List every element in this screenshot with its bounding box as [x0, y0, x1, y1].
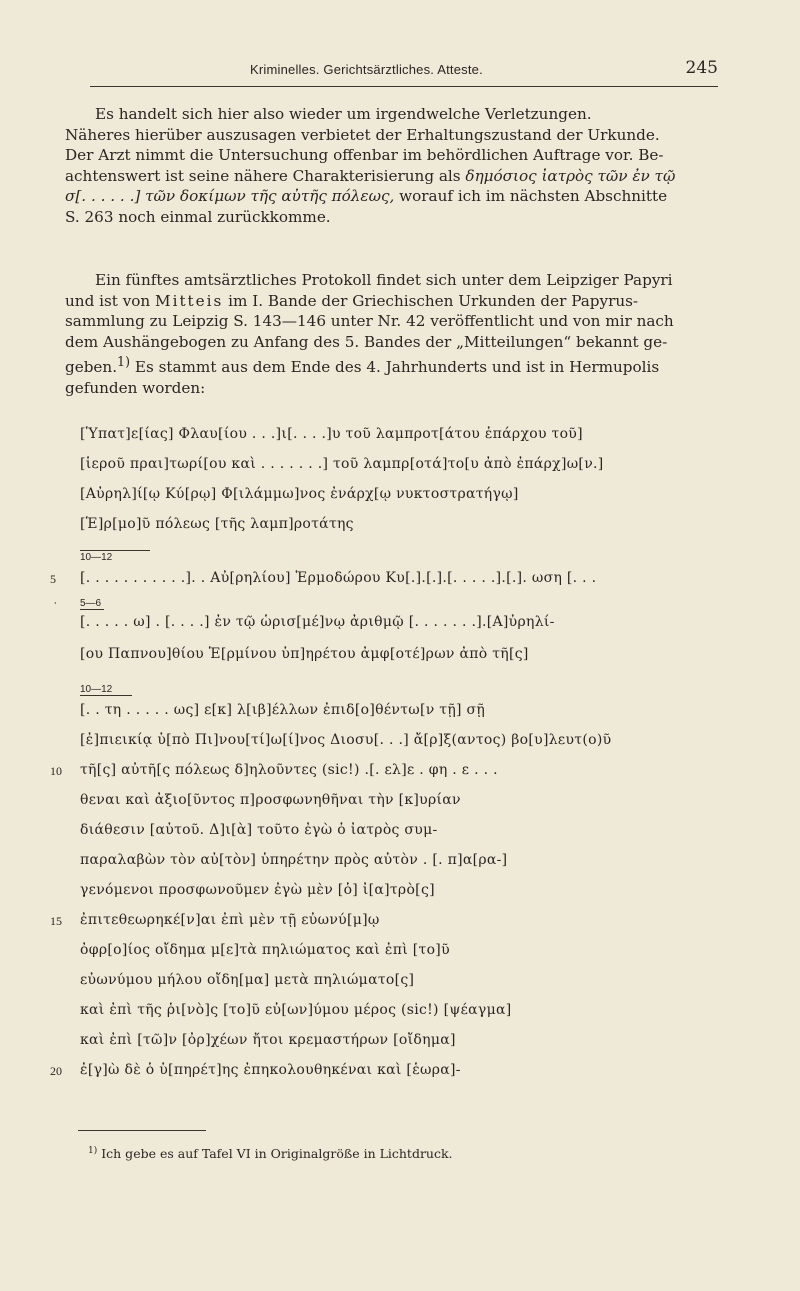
text-run: Es stammt aus dem Ende des 4. Jahrhunderts und ist in Hermupolis: [130, 358, 660, 377]
text-line: Näheres hierüber auszusagen verbietet der Erhaltungszustand der Urkunde.: [65, 125, 660, 144]
text-run: und ist von: [65, 291, 156, 310]
doc-line: 20 ἐ[γ]ὼ δὲ ὁ ὑ[πηρέτ]ης ἐπηκολουθηκέναι καὶ [ἑωρα]-: [50, 1062, 461, 1078]
doc-line: [. . τη . . . . . ως] ε[κ] λ[ιβ]έλλων ἐπιδ[ο]θέντω[ν τῇ] σῇ: [80, 702, 486, 718]
doc-line: γενόμενοι προσφωνοῦμεν ἐγὼ μὲν [ὁ] ἰ[α]τρὸ[ς]: [80, 882, 435, 898]
doc-line: καὶ ἐπὶ τῆς ῥι[νὸ]ς [το]ῦ εὐ[ων]ύμου μέρος (sic!) [ψέαγμα]: [80, 1002, 512, 1018]
footnote-mark: 1): [88, 1146, 98, 1156]
doc-line: εὐωνύμου μήλου οἴδη[μα] μετὰ πηλιώματο[ς]: [80, 972, 415, 988]
doc-line: 5 [. . . . . . . . . . .]. . Αὐ[ρηλίου] Ἑρμοδώρου Κυ[.].[.].[. . . . .].[.]. ωση [. . .: [50, 570, 597, 586]
text-line: Es handelt sich hier also wieder um irgendwelche Verletzungen.: [95, 105, 592, 123]
line-range-marker: 10—12: [80, 684, 132, 696]
text-line: sammlung zu Leipzig S. 143—146 unter Nr. 42 veröffentlicht und von mir nach: [65, 312, 674, 331]
doc-line: διάθεσιν [αὐτοῦ. Δ]ι[ὰ] τοῦτο ἐγὼ ὁ ἰατρὸς συμ-: [80, 822, 438, 838]
text-line: [65, 352, 717, 378]
text-line: Der Arzt nimmt die Untersuchung offenbar im behördlichen Auftrage vor. Be-: [65, 146, 664, 165]
doc-line: θεναι καὶ ἀξιο[ῦντος π]ροσφωνηθῆναι τὴν [κ]υρίαν: [80, 792, 461, 808]
page-number: 245: [685, 58, 718, 78]
author-name: Mitteis: [155, 291, 224, 310]
text-run: im I. Bande der Griechischen Urkunden der Papyrus-: [223, 291, 639, 310]
text-line: Ein fünftes amtsärztliches Protokoll findet sich unter dem Leipziger Papyri: [95, 271, 673, 289]
paragraph-1: [65, 104, 717, 228]
doc-line: ὀφρ[ο]ίος οἴδημα μ[ε]τὰ πηλιώματος καὶ ἐπὶ [το]ῦ: [80, 942, 450, 958]
doc-line: [Ἑ]ρ[μο]ῦ πόλεως [τῆς λαμπ]ροτάτης: [80, 516, 354, 532]
line-range-marker: 10—12: [80, 550, 150, 563]
text-run: achtenswert ist seine nähere Charakterisierung als: [65, 166, 466, 185]
text-line: [65, 166, 717, 187]
margin-tick-icon: ⸳: [54, 597, 57, 608]
doc-line: [ου Παπνου]θίου Ἑ[ρμίνου ὑπ]ηρέτου ἀμφ[οτέ]ρων ἀπὸ τῆ[ς]: [80, 646, 529, 662]
doc-line: [Αὐρηλ]ί[ῳ Κύ[ρῳ] Φ[ιλάμμω]νος ἐνάρχ[ῳ νυκτοστρατήγῳ]: [80, 486, 519, 502]
footnote-rule: [78, 1130, 206, 1131]
doc-line: 15 ἐπιτεθεωρηκέ[ν]αι ἐπὶ μὲν τῇ εὐωνύ[μ]ῳ: [50, 912, 380, 928]
greek-phrase: δημόσιος ἰατρὸς τῶν ἐν τῷ: [465, 166, 676, 185]
paragraph-2: [65, 270, 717, 399]
doc-line: 10 τῆ[ς] αὐτῆ[ς πόλεως δ]ηλοῦντες (sic!) .[. ελ]ε . φη . ε . . .: [50, 762, 498, 778]
text-run: worauf ich im nächsten Abschnitte: [394, 187, 668, 206]
greek-phrase: σ[. . . . . .] τῶν δοκίμων τῆς αὐτῆς πόλεως,: [65, 187, 395, 206]
footnote: [88, 1146, 453, 1161]
text-line: gefunden worden:: [65, 379, 206, 398]
footnote-text: Ich gebe es auf Tafel VI in Originalgröße in Lichtdruck.: [97, 1146, 453, 1162]
doc-line: παραλαβὼν τὸν αὐ[τὸν] ὑπηρέτην πρὸς αὐτὸν . [. π]α[ρα-]: [80, 852, 508, 868]
text-run: geben.: [65, 358, 118, 377]
doc-line: [Ὑπατ]ε[ίας] Φλαυ[ίου . . .]ι[. . . .]υ τοῦ λαμπροτ[άτου ἐπάρχου τοῦ]: [80, 426, 583, 442]
text-line: [65, 291, 717, 312]
doc-line: [ἱεροῦ πραι]τωρί[ου καὶ . . . . . . .] τοῦ λαμπρ[οτά]το[υ ἀπὸ ἐπάρχ]ω[ν.]: [80, 456, 604, 472]
doc-line: [ἐ]πιεικίᾳ ὑ[πὸ Πι]νου[τί]ω[ί]νος Διοσυ[. . .] ἄ[ρ]ξ(αντος) βο[υ]λευτ(ο)ῦ: [80, 732, 612, 748]
text-line: [65, 186, 717, 207]
doc-line: [. . . . . ω] . [. . . .] ἐν τῷ ὡρισ[μέ]νῳ ἀριθμῷ [. . . . . . .].[Α]ὐρηλί-: [80, 614, 555, 630]
footnote-ref: 1): [117, 354, 131, 370]
page-header: [90, 58, 718, 87]
line-range-marker: 5—6: [80, 598, 104, 610]
text-line: dem Aushängebogen zu Anfang des 5. Bandes der „Mitteilungen“ bekannt ge-: [65, 332, 668, 351]
running-head: Kriminelles. Gerichtsärztliches. Atteste.: [250, 62, 483, 77]
doc-line: καὶ ἐπὶ [τῶ]ν [ὀρ]χέων ἤτοι κρεμαστήρων [οἴδημα]: [80, 1032, 456, 1048]
text-line: S. 263 noch einmal zurückkomme.: [65, 207, 331, 226]
